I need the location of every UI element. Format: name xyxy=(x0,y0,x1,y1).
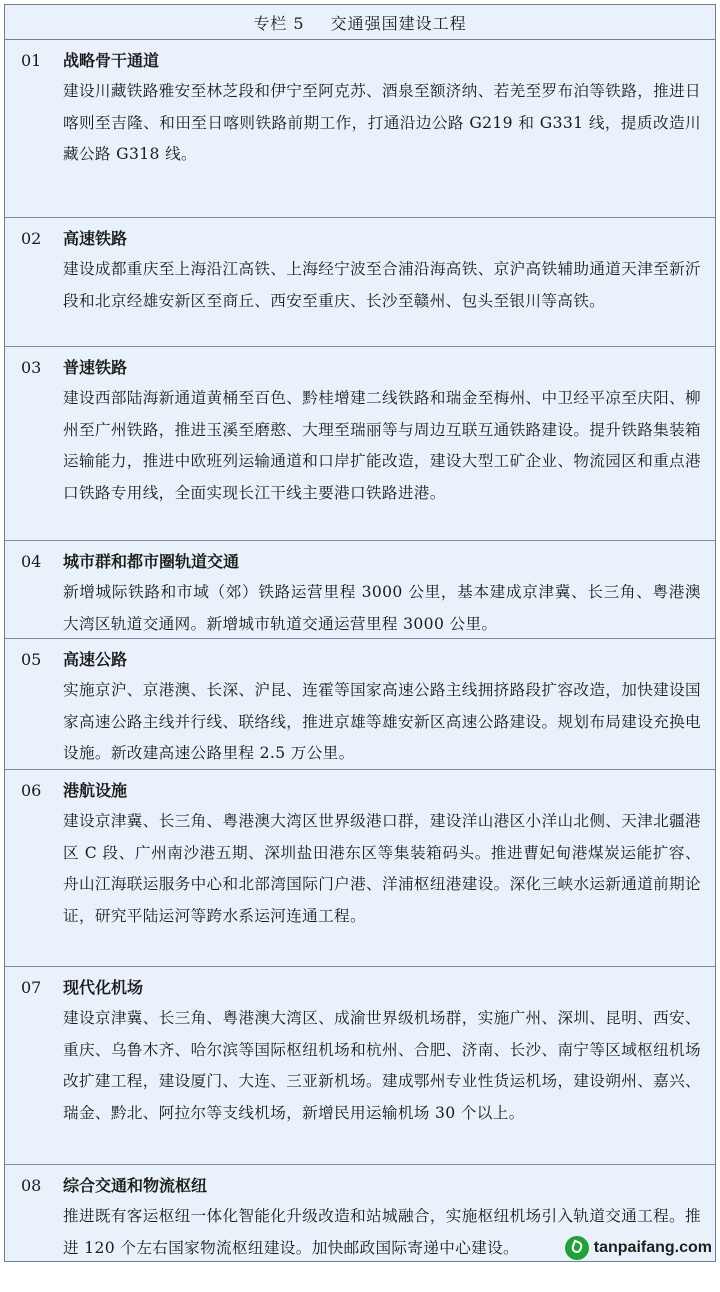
section-number: 05 xyxy=(21,650,42,669)
section-number: 06 xyxy=(21,781,42,800)
section-heading: 综合交通和物流枢纽 xyxy=(63,1176,208,1195)
section-text: 建设川藏铁路雅安至林芝段和伊宁至阿克苏、酒泉至额济纳、若羌至罗布泊等铁路，推进日喀则至吉隆、和田至日喀则铁路前期工作，打通沿边公路 G219 和 G331 线，提质改造川藏公路 G318 线。 xyxy=(63,82,701,163)
box-label: 专栏 5 xyxy=(253,13,305,33)
section-number: 03 xyxy=(21,358,42,377)
section-heading: 港航设施 xyxy=(63,781,128,800)
section-text: 建设京津冀、长三角、粤港澳大湾区世界级港口群，建设洋山港区小洋山北侧、天津北疆港区 C 段、广州南沙港五期、深圳盐田港东区等集装箱码头。推进曹妃甸港煤炭运能扩容、舟山江海联运服务中心和北部湾国际门户港、洋浦枢纽港建设。深化三峡水运新通道前期论证，研究平陆运河等跨水系运河连通工程。 xyxy=(63,812,701,925)
section-heading: 普速铁路 xyxy=(63,358,128,377)
section-08 xyxy=(5,1165,715,1292)
section-text: 推进既有客运枢纽一体化智能化升级改造和站城融合，实施枢纽机场引入轨道交通工程。推进 120 个左右国家物流枢纽建设。加快邮政国际寄递中心建设。 xyxy=(63,1207,701,1257)
section-heading: 高速公路 xyxy=(63,650,128,669)
section-text: 建设京津冀、长三角、粤港澳大湾区、成渝世界级机场群，实施广州、深圳、昆明、西安、重庆、乌鲁木齐、哈尔滨等国际枢纽机场和杭州、合肥、济南、长沙、南宁等区域枢纽机场改扩建工程，建设厦门、大连、三亚新机场。建成鄂州专业性货运机场，建设朔州、嘉兴、瑞金、黔北、阿拉尔等支线机场，新增民用运输机场 30 个以上。 xyxy=(63,1009,701,1122)
section-number: 08 xyxy=(21,1176,42,1195)
section-text: 建设西部陆海新通道黄桶至百色、黔桂增建二线铁路和瑞金至梅州、中卫经平凉至庆阳、柳州至广州铁路，推进玉溪至磨憨、大理至瑞丽等与周边互联互通铁路建设。提升铁路集装箱运输能力，推进中欧班列运输通道和口岸扩能改造，建设大型工矿企业、物流园区和重点港口铁路专用线，全面实现长江干线主要港口铁路进港。 xyxy=(63,389,701,502)
section-text: 建设成都重庆至上海沿江高铁、上海经宁波至合浦沿海高铁、京沪高铁辅助通道天津至新沂段和北京经雄安新区至商丘、西安至重庆、长沙至赣州、包头至银川等高铁。 xyxy=(63,260,701,310)
box-title-bar xyxy=(5,5,715,40)
section-heading: 城市群和都市圈轨道交通 xyxy=(63,552,240,571)
section-number: 07 xyxy=(21,978,42,997)
section-01 xyxy=(5,40,715,218)
section-text: 实施京沪、京港澳、长深、沪昆、连霍等国家高速公路主线拥挤路段扩容改造，加快建设国家高速公路主线并行线、联络线，推进京雄等雄安新区高速公路建设。规划布局建设充换电设施。新改建高速公路里程 2.5 万公里。 xyxy=(63,681,701,762)
box-title: 交通强国建设工程 xyxy=(330,13,467,33)
section-text: 新增城际铁路和市域（郊）铁路运营里程 3000 公里，基本建成京津冀、长三角、粤港澳大湾区轨道交通网。新增城市轨道交通运营里程 3000 公里。 xyxy=(63,583,701,633)
watermark-text: tanpaifang.com xyxy=(593,1239,712,1256)
section-02 xyxy=(5,218,715,347)
site-watermark xyxy=(565,1236,712,1260)
section-03 xyxy=(5,347,715,541)
section-04 xyxy=(5,541,715,639)
column-box xyxy=(4,4,716,1262)
section-06 xyxy=(5,770,715,967)
section-07 xyxy=(5,967,715,1165)
section-heading: 高速铁路 xyxy=(63,229,128,248)
section-number: 02 xyxy=(21,229,42,248)
section-number: 04 xyxy=(21,552,42,571)
leaf-logo-icon xyxy=(565,1236,589,1260)
section-heading: 现代化机场 xyxy=(63,978,144,997)
section-heading: 战略骨干通道 xyxy=(63,51,160,70)
section-05 xyxy=(5,639,715,770)
section-number: 01 xyxy=(21,51,42,70)
